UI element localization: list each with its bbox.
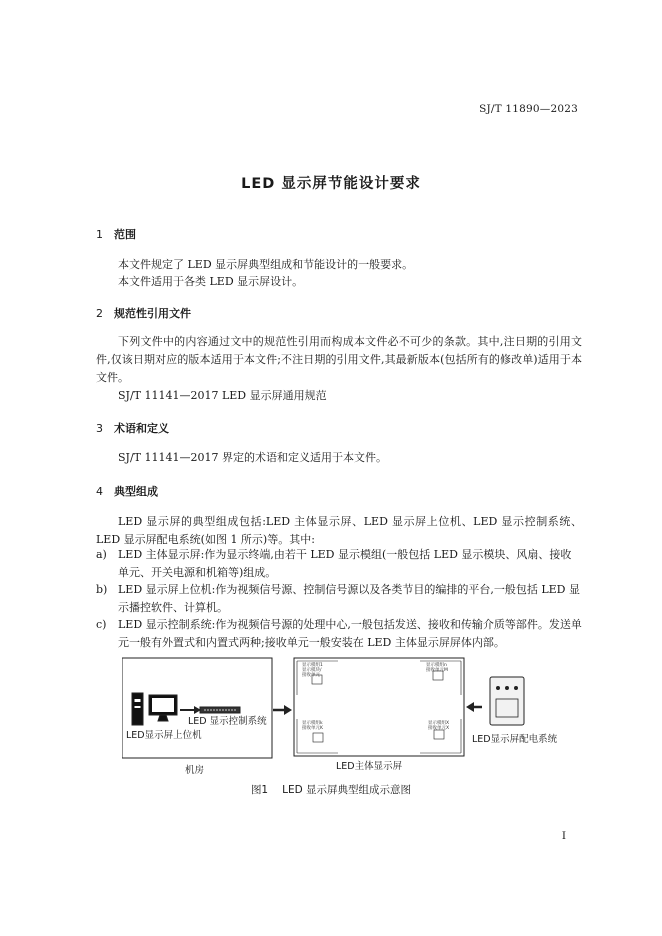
- monitor-icon: [149, 695, 177, 721]
- label-power-system: LED显示屏配电系统: [472, 734, 558, 745]
- power-cabinet-icon: [490, 677, 524, 725]
- scope-para-2: 本文件适用于各类 LED 显示屏设计。: [118, 275, 304, 288]
- section-heading-4: 4 典型组成: [96, 485, 158, 498]
- list-item-c: c) LED 显示控制系统:作为视频信号源的处理中心,一般包括发送、接收和传输介质等部件。发送单元一般有外置式和内置式两种;接收单元一般安装在 LED 主体显示屏屏体内部。: [96, 618, 582, 649]
- module-label-bl: 显示模组k 接收单元K: [302, 721, 323, 731]
- module-label-tl: 显示模组1 显示模块/ 接收单元: [302, 663, 323, 678]
- section-heading-3: 3 术语和定义: [96, 422, 169, 435]
- page-number: I: [561, 830, 566, 842]
- section-heading-1: 1 范围: [96, 228, 136, 241]
- composition-para: LED 显示屏的典型组成包括:LED 主体显示屏、LED 显示屏上位机、LED 显示控制系统、LED 显示屏配电系统(如图 1 所示)等。其中:: [96, 515, 582, 546]
- list-item-a: a) LED 主体显示屏:作为显示终端,由若干 LED 显示模组(一般包括 LED 显示模块、风扇、接收单元、开关电源和机箱等)组成。: [96, 548, 572, 579]
- label-main-screen: LED主体显示屏: [336, 761, 403, 772]
- list-item-b: b) LED 显示屏上位机:作为视频信号源、控制信号源以及各类节目的编排的平台,一般包括 LED 显示播控软件、计算机。: [96, 583, 580, 614]
- label-machine-room: 机房: [185, 765, 205, 776]
- label-control-system: LED 显示控制系统: [188, 716, 267, 727]
- terms-para: SJ/T 11141—2017 界定的术语和定义适用于本文件。: [118, 451, 387, 464]
- figure-1: [122, 655, 562, 775]
- normative-refs-para: 下列文件中的内容通过文中的规范性引用而构成本文件必不可少的条款。其中,注日期的引用文件,仅该日期对应的版本适用于本文件;不注日期的引用文件,其最新版本(包括所有的修改单)适用于本文件。: [96, 335, 582, 384]
- standard-code: SJ/T 11890—2023: [479, 103, 578, 115]
- pc-tower-icon: [132, 693, 143, 725]
- scope-para-1: 本文件规定了 LED 显示屏典型组成和节能设计的一般要求。: [118, 258, 414, 271]
- figure-caption: 图1 LED 显示屏典型组成示意图: [250, 784, 412, 796]
- section-heading-2: 2 规范性引用文件: [96, 307, 191, 320]
- normative-ref-item: SJ/T 11141—2017 LED 显示屏通用规范: [118, 389, 327, 402]
- label-host-pc: LED显示屏上位机: [126, 730, 202, 741]
- module-label-tr: 显示模组n 接收单元M: [426, 663, 448, 673]
- module-label-br: 显示模组X 接收单元X: [428, 721, 450, 731]
- document-title: LED 显示屏节能设计要求: [241, 176, 421, 192]
